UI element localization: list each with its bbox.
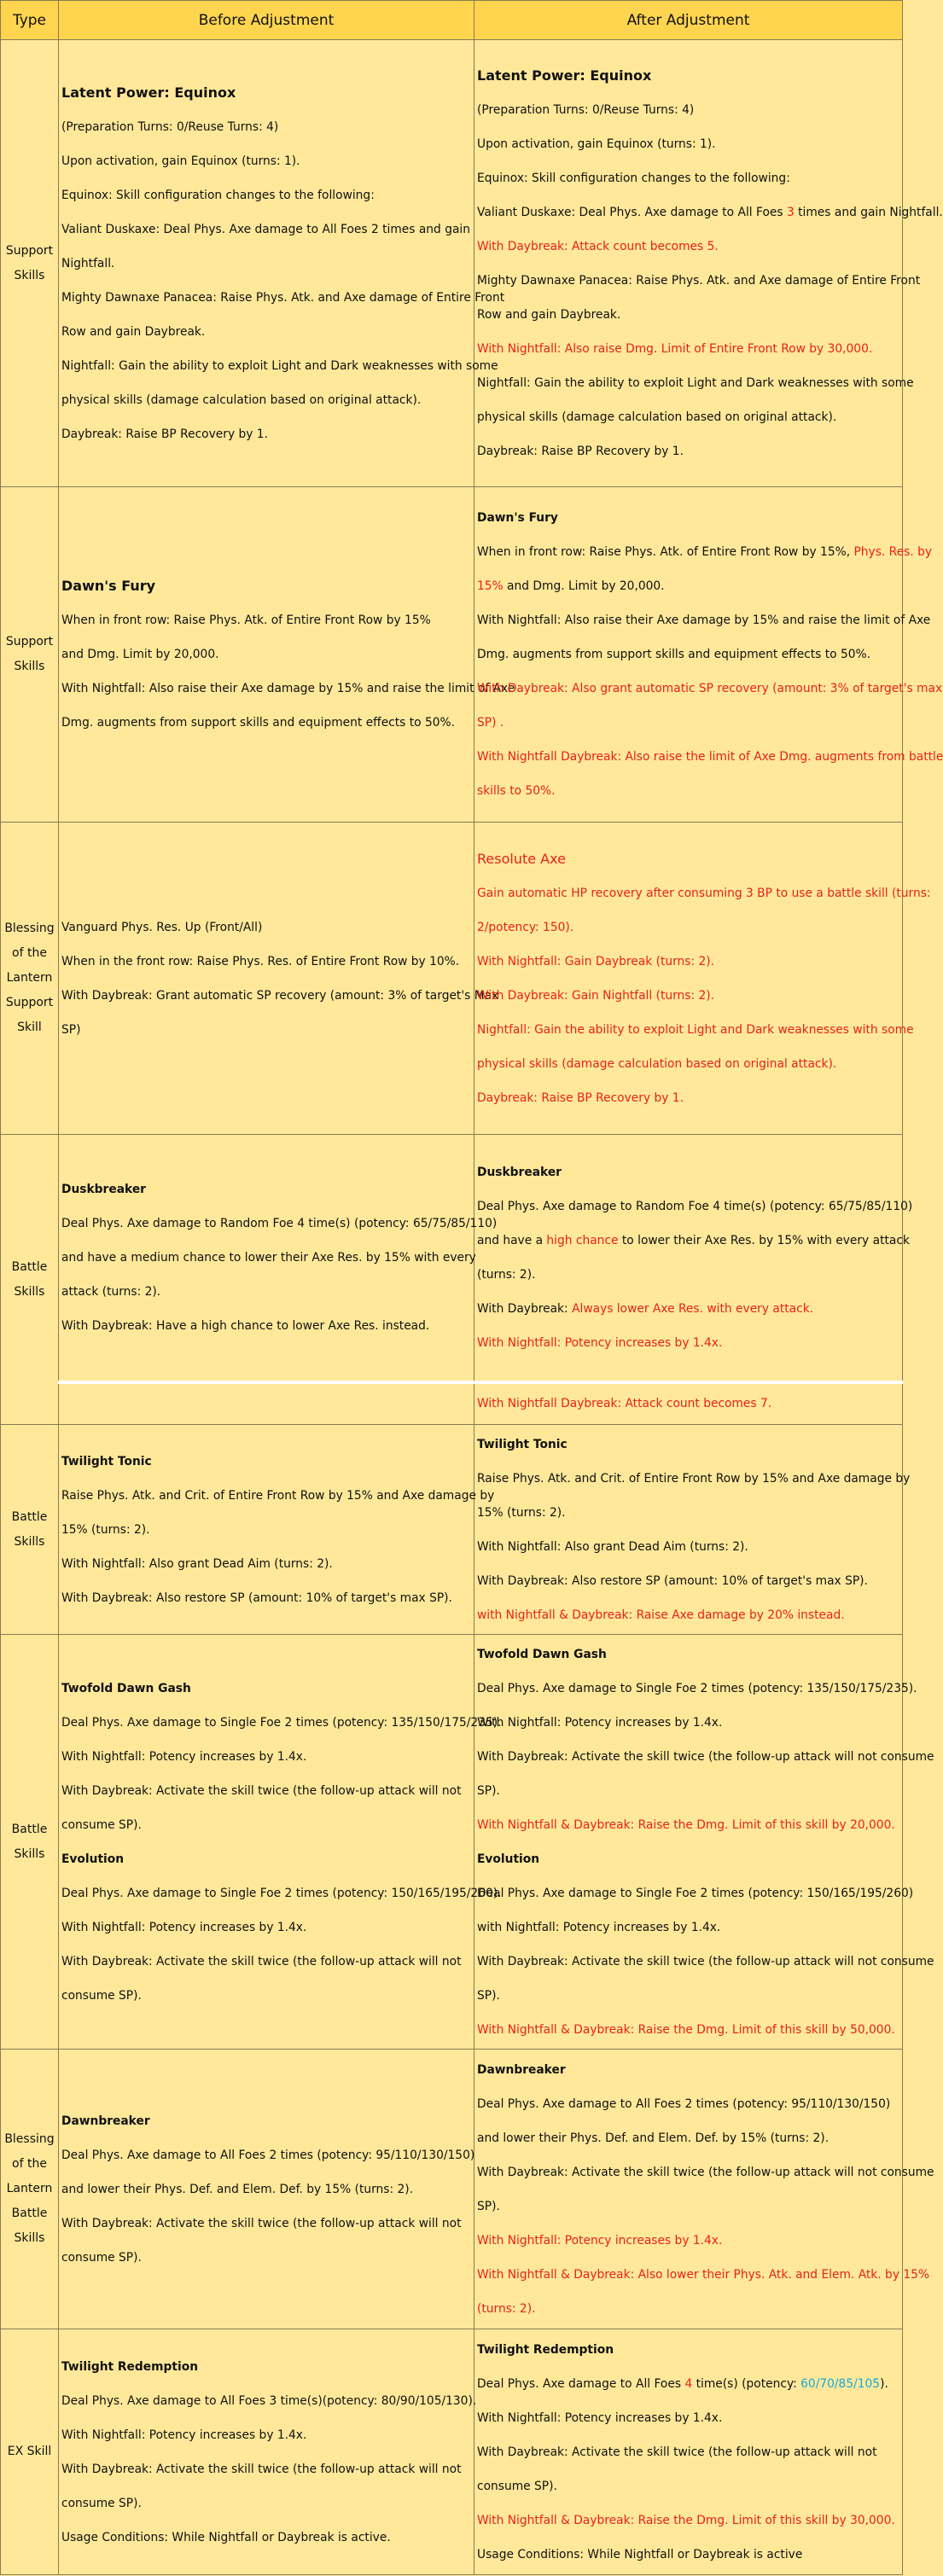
skill-text: Nightfall: Gain the ability to exploit Light and Dark weaknesses with some: [61, 358, 498, 373]
type-cell: [1, 40, 59, 487]
before-cell: [59, 1135, 498, 1382]
skill-text: Dmg. augments from support skills and equipment effects to 50%.: [477, 648, 871, 661]
changed-text: With Nightfall: Potency increases by 1.4x.: [477, 2233, 723, 2247]
text-span: time(s) (potency:: [692, 2376, 801, 2391]
after-cell: [474, 487, 943, 823]
changed-text: With Daybreak: Gain Nightfall (turns: 2).: [477, 988, 715, 1003]
skill-title: Dawnbreaker: [477, 2062, 566, 2077]
type-label: Skills: [14, 1534, 45, 1549]
skill-text: consume SP).: [61, 2496, 142, 2510]
skill-text: Equinox: Skill configuration changes to the following:: [61, 188, 375, 202]
skill-text: [477, 195, 943, 230]
after-cell: [474, 823, 931, 1135]
skill-text: With Nightfall: Also grant Dead Aim (turns: 2).: [477, 1539, 748, 1554]
skill-text: With Daybreak: Activate the skill twice (the follow-up attack will not consume: [477, 1749, 934, 1764]
changed-value: 60/70/85/105: [800, 2376, 881, 2391]
skill-text: Deal Phys. Axe damage to All Foes 3 time(s)(potency: 80/90/105/130).: [61, 2393, 477, 2408]
changed-value: 4: [684, 2376, 693, 2391]
skill-text: Vanguard Phys. Res. Up (Front/All): [61, 920, 263, 934]
skill-title: Dawn's Fury: [61, 578, 156, 594]
skill-text: Usage Conditions: While Nightfall or Daybreak is active.: [61, 2530, 391, 2544]
skill-text: and lower their Phys. Def. and Elem. Def. by 15% (turns: 2).: [477, 2131, 829, 2145]
skill-title: Dawn's Fury: [477, 511, 558, 525]
changed-text: physical skills (damage calculation based on original attack).: [477, 1056, 837, 1071]
skill-text: Usage Conditions: While Nightfall or Daybreak is active: [477, 2547, 803, 2561]
skill-title: Twilight Redemption: [61, 2359, 199, 2374]
skill-text: 15% (turns: 2).: [61, 1522, 150, 1537]
skill-text: Nightfall.: [61, 256, 115, 270]
skill-text: (turns: 2).: [477, 1267, 536, 1282]
after-cell: [474, 1135, 913, 1382]
changed-text: Daybreak: Raise BP Recovery by 1.: [477, 1090, 684, 1105]
skill-text: SP).: [477, 2199, 500, 2213]
type-label: Battle: [11, 1822, 48, 1836]
skill-text: Raise Phys. Atk. and Crit. of Entire Front Row by 15% and Axe damage by: [61, 1488, 495, 1503]
skill-text: With Nightfall: Potency increases by 1.4x.: [61, 1749, 307, 1764]
skill-text: With Daybreak: Activate the skill twice (the follow-up attack will not consume: [477, 2165, 934, 2179]
skill-text: Upon activation, gain Equinox (turns: 1).: [477, 137, 716, 151]
changed-text: SP) .: [477, 716, 504, 730]
text-span: to lower their Axe Res. by 15% with every attack: [618, 1233, 910, 1247]
skill-text: With Daybreak: Activate the skill twice (the follow-up attack will not consume: [477, 1954, 934, 1968]
skill-title: Evolution: [477, 1852, 540, 1866]
type-label: Skills: [14, 268, 45, 282]
skill-text: With Daybreak: Activate the skill twice (the follow-up attack will not: [61, 2462, 462, 2476]
type-cell: [1, 823, 59, 1135]
skill-text: SP).: [477, 1783, 500, 1798]
changed-text: With Nightfall Daybreak: Attack count becomes 7.: [477, 1397, 772, 1411]
skill-title: Twilight Redemption: [477, 2342, 614, 2357]
skill-text: physical skills (damage calculation based on original attack).: [477, 410, 837, 424]
skill-text: With Nightfall: Also grant Dead Aim (turns: 2).: [61, 1556, 333, 1571]
skill-text: With Nightfall: Potency increases by 1.4x.: [61, 2428, 307, 2442]
changed-text: Nightfall: Gain the ability to exploit Light and Dark weaknesses with some: [477, 1022, 914, 1037]
changed-value: 3: [786, 205, 795, 219]
table-row: [1, 2050, 903, 2329]
type-cell: [1, 1425, 59, 1635]
skill-text: consume SP).: [61, 1988, 142, 2003]
after-cell: [474, 2050, 934, 2329]
changed-text: 2/potency: 150).: [477, 920, 574, 934]
skill-text: Row and gain Daybreak.: [477, 307, 621, 322]
type-label: of the: [12, 946, 47, 960]
skill-text: Deal Phys. Axe damage to All Foes 2 times (potency: 95/110/130/150): [61, 2148, 475, 2162]
text-span: times and gain Nightfall.: [794, 205, 943, 219]
skill-text: Raise Phys. Atk. and Crit. of Entire Front Row by 15% and Axe damage by: [477, 1471, 911, 1486]
changed-value: 15%: [477, 579, 504, 593]
skill-title: Dawnbreaker: [61, 2114, 150, 2128]
type-cell: [1, 1635, 59, 2050]
skill-text: SP): [61, 1022, 81, 1037]
table-row: [1, 823, 903, 1135]
skill-text: and Dmg. Limit by 20,000.: [61, 648, 219, 661]
type-cell: [1, 2329, 59, 2575]
skill-text: (Preparation Turns: 0/Reuse Turns: 4): [61, 119, 279, 134]
changed-text: With Nightfall & Daybreak: Raise the Dmg. Limit of this skill by 50,000.: [477, 2022, 895, 2037]
skill-text: With Daybreak: Grant automatic SP recovery (amount: 3% of target's Max: [61, 988, 499, 1003]
table-row: [1, 40, 903, 487]
skill-text: Deal Phys. Axe damage to Random Foe 4 time(s) (potency: 65/75/85/110): [61, 1216, 498, 1230]
changed-text: Gain automatic HP recovery after consuming 3 BP to use a battle skill (turns:: [477, 886, 931, 900]
skill-title: Duskbreaker: [61, 1182, 146, 1196]
skill-text: physical skills (damage calculation based on original attack).: [61, 393, 422, 407]
skill-text: With Daybreak: Activate the skill twice (the follow-up attack will not: [61, 2216, 462, 2230]
changed-value: Phys. Res. by: [853, 545, 933, 559]
skill-text: 15% (turns: 2).: [477, 1505, 566, 1520]
after-cell: [474, 1425, 911, 1635]
type-label: Blessing: [4, 922, 55, 935]
before-cell: [59, 823, 499, 1135]
changed-text: With Nightfall & Daybreak: Raise the Dmg. Limit of this skill by 30,000.: [477, 2513, 895, 2527]
skill-text: SP).: [477, 1988, 500, 2003]
skill-text: Mighty Dawnaxe Panacea: Raise Phys. Atk. and Axe damage of Entire Front: [61, 290, 505, 305]
skill-title: Evolution: [61, 1852, 125, 1866]
skill-text: With Daybreak: Also restore SP (amount: 10% of target's max SP).: [477, 1573, 868, 1588]
type-label: Battle: [11, 1259, 48, 1274]
skill-text: Deal Phys. Axe damage to Random Foe 4 time(s) (potency: 65/75/85/110): [477, 1199, 913, 1213]
header-after: After Adjustment: [474, 1, 903, 40]
type-label: Support: [5, 635, 54, 648]
skill-text: When in front row: Raise Phys. Atk. of Entire Front Row by 15%: [61, 613, 431, 627]
type-cell: [1, 2050, 59, 2329]
skill-text: Daybreak: Raise BP Recovery by 1.: [477, 444, 684, 458]
type-label: Skills: [14, 660, 45, 673]
skill-text: Deal Phys. Axe damage to Single Foe 2 times (potency: 150/165/195/260).: [61, 1886, 502, 1900]
table-row: [1, 1135, 903, 1382]
skill-text: [477, 2367, 900, 2401]
changed-text: With Nightfall: Potency increases by 1.4x.: [477, 1335, 723, 1350]
skill-text: Dmg. augments from support skills and equipment effects to 50%.: [61, 716, 456, 730]
skill-title: Twilight Tonic: [477, 1437, 568, 1451]
text-span: Valiant Duskaxe: Deal Phys. Axe damage to All Foes: [477, 205, 787, 219]
skill-title: Twofold Dawn Gash: [477, 1647, 607, 1661]
changed-text: skills to 50%.: [477, 784, 556, 798]
table-row: [1, 1425, 903, 1635]
skill-text: With Nightfall: Potency increases by 1.4x.: [477, 1715, 723, 1730]
before-cell: [59, 40, 505, 487]
skill-text: With Nightfall: Also raise their Axe damage by 15% and raise the limit of Axe: [61, 682, 515, 695]
skill-text: and have a medium chance to lower their Axe Res. by 15% with every: [61, 1250, 476, 1265]
type-label: Battle: [11, 1509, 48, 1524]
changed-text: (turns: 2).: [477, 2301, 536, 2316]
before-cell: [59, 1635, 502, 2050]
skill-text: Deal Phys. Axe damage to Single Foe 2 times (potency: 135/150/175/235).: [477, 1681, 917, 1695]
skill-title: Twilight Tonic: [61, 1454, 152, 1468]
table-row: [1, 2329, 903, 2575]
skill-text: With Daybreak: Activate the skill twice (the follow-up attack will not: [61, 1783, 462, 1798]
changed-text: With Nightfall Daybreak: Also raise the limit of Axe Dmg. augments from battle: [477, 750, 943, 764]
table-row: [1, 1635, 903, 2050]
type-label: EX Skill: [7, 2445, 52, 2458]
changed-value: high chance: [546, 1233, 619, 1247]
skill-text: [477, 1292, 900, 1326]
text-span: With Daybreak:: [477, 1301, 573, 1316]
changed-text: With Daybreak: Also grant automatic SP recovery (amount: 3% of target's max: [477, 682, 943, 695]
type-label: Lantern: [6, 971, 53, 985]
skill-text: [477, 1224, 910, 1258]
skill-title: Latent Power: Equinox: [61, 84, 236, 101]
after-cell: [474, 1635, 934, 2050]
skill-text: Upon activation, gain Equinox (turns: 1).: [61, 154, 300, 168]
before-cell: [59, 2050, 474, 2329]
skill-title: Latent Power: Equinox: [477, 67, 652, 84]
text-span: ).: [880, 2376, 888, 2391]
skill-text: Valiant Duskaxe: Deal Phys. Axe damage to All Foes 2 times and gain: [61, 222, 470, 236]
skill-text: Deal Phys. Axe damage to All Foes 2 times (potency: 95/110/130/150): [477, 2096, 891, 2111]
type-label: Support: [5, 996, 54, 1009]
type-label: of the: [12, 2157, 47, 2171]
changed-text: with Nightfall & Daybreak: Raise Axe damage by 20% instead.: [477, 1608, 845, 1622]
skill-text: With Nightfall: Potency increases by 1.4x.: [61, 1920, 307, 1934]
skill-text: With Daybreak: Have a high chance to lower Axe Res. instead.: [61, 1318, 430, 1333]
text-span: Deal Phys. Axe damage to All Foes: [477, 2376, 685, 2391]
changed-text: With Nightfall & Daybreak: Raise the Dmg. Limit of this skill by 20,000.: [477, 1817, 895, 1832]
table-row: [1, 1382, 903, 1425]
before-cell: [59, 1382, 474, 1425]
changed-text: With Nightfall & Daybreak: Also lower their Phys. Atk. and Elem. Atk. by 15%: [477, 2267, 930, 2282]
before-cell: [59, 2329, 477, 2575]
skill-text: [477, 569, 900, 603]
before-cell: [59, 1425, 495, 1635]
skill-text: Daybreak: Raise BP Recovery by 1.: [61, 427, 268, 441]
skill-title: Twofold Dawn Gash: [61, 1681, 191, 1695]
type-label: Battle: [11, 2207, 48, 2220]
skill-text: With Nightfall: Potency increases by 1.4x.: [477, 2410, 723, 2425]
type-label: Support: [5, 243, 54, 258]
skill-text: With Nightfall: Also raise their Axe damage by 15% and raise the limit of Axe: [477, 613, 931, 627]
skill-text: Equinox: Skill configuration changes to the following:: [477, 171, 790, 185]
skill-text: consume SP).: [61, 2250, 142, 2265]
type-cell: [1, 1135, 59, 1425]
header-type: Type: [1, 1, 59, 40]
table-row: [1, 487, 903, 823]
skill-text: Deal Phys. Axe damage to Single Foe 2 times (potency: 135/150/175/235).: [61, 1715, 502, 1730]
skill-text: consume SP).: [61, 1817, 142, 1832]
after-cell: [474, 40, 943, 487]
skill-text: (Preparation Turns: 0/Reuse Turns: 4): [477, 102, 695, 117]
type-label: Blessing: [4, 2132, 55, 2146]
skill-text: When in the front row: Raise Phys. Res. of Entire Front Row by 10%.: [61, 954, 460, 968]
type-label: Lantern: [6, 2182, 53, 2195]
skill-text: and lower their Phys. Def. and Elem. Def. by 15% (turns: 2).: [61, 2182, 414, 2196]
changed-text: With Daybreak: Attack count becomes 5.: [477, 239, 719, 253]
header-before: Before Adjustment: [59, 1, 474, 40]
skill-text: [477, 535, 933, 569]
skill-text: With Daybreak: Activate the skill twice (the follow-up attack will not: [477, 2445, 877, 2459]
type-cell: [1, 487, 59, 823]
header-row: [1, 1, 903, 40]
skill-text: consume SP).: [477, 2479, 557, 2493]
text-span: When in front row: Raise Phys. Atk. of Entire Front Row by 15%,: [477, 545, 854, 559]
skill-text: Nightfall: Gain the ability to exploit Light and Dark weaknesses with some: [477, 375, 914, 390]
skill-text: Deal Phys. Axe damage to Single Foe 2 times (potency: 150/165/195/260): [477, 1886, 914, 1900]
after-cell: [474, 2329, 903, 2575]
text-span: and have a: [477, 1233, 547, 1247]
skill-text: Mighty Dawnaxe Panacea: Raise Phys. Atk. and Axe damage of Entire Front: [477, 273, 921, 288]
skill-title: Duskbreaker: [477, 1165, 562, 1179]
type-label: Skills: [14, 2231, 45, 2245]
after-cell: [474, 1382, 903, 1425]
skill-text: Row and gain Daybreak.: [61, 324, 206, 339]
skill-text: With Daybreak: Activate the skill twice (the follow-up attack will not: [61, 1954, 462, 1968]
changed-text: With Nightfall: Also raise Dmg. Limit of Entire Front Row by 30,000.: [477, 341, 873, 356]
skill-text: attack (turns: 2).: [61, 1284, 161, 1299]
text-span: and Dmg. Limit by 20,000.: [503, 579, 665, 593]
skill-title: Resolute Axe: [477, 850, 566, 867]
type-label: Skills: [14, 1846, 45, 1861]
changed-text: With Nightfall: Gain Daybreak (turns: 2).: [477, 954, 715, 968]
skill-text: With Daybreak: Also restore SP (amount: 10% of target's max SP).: [61, 1590, 452, 1605]
skill-text: with Nightfall: Potency increases by 1.4x.: [477, 1920, 721, 1934]
type-label: Skills: [14, 1284, 45, 1299]
changed-value: Always lower Axe Res. with every attack.: [572, 1301, 814, 1316]
type-label: Skill: [17, 1021, 42, 1034]
